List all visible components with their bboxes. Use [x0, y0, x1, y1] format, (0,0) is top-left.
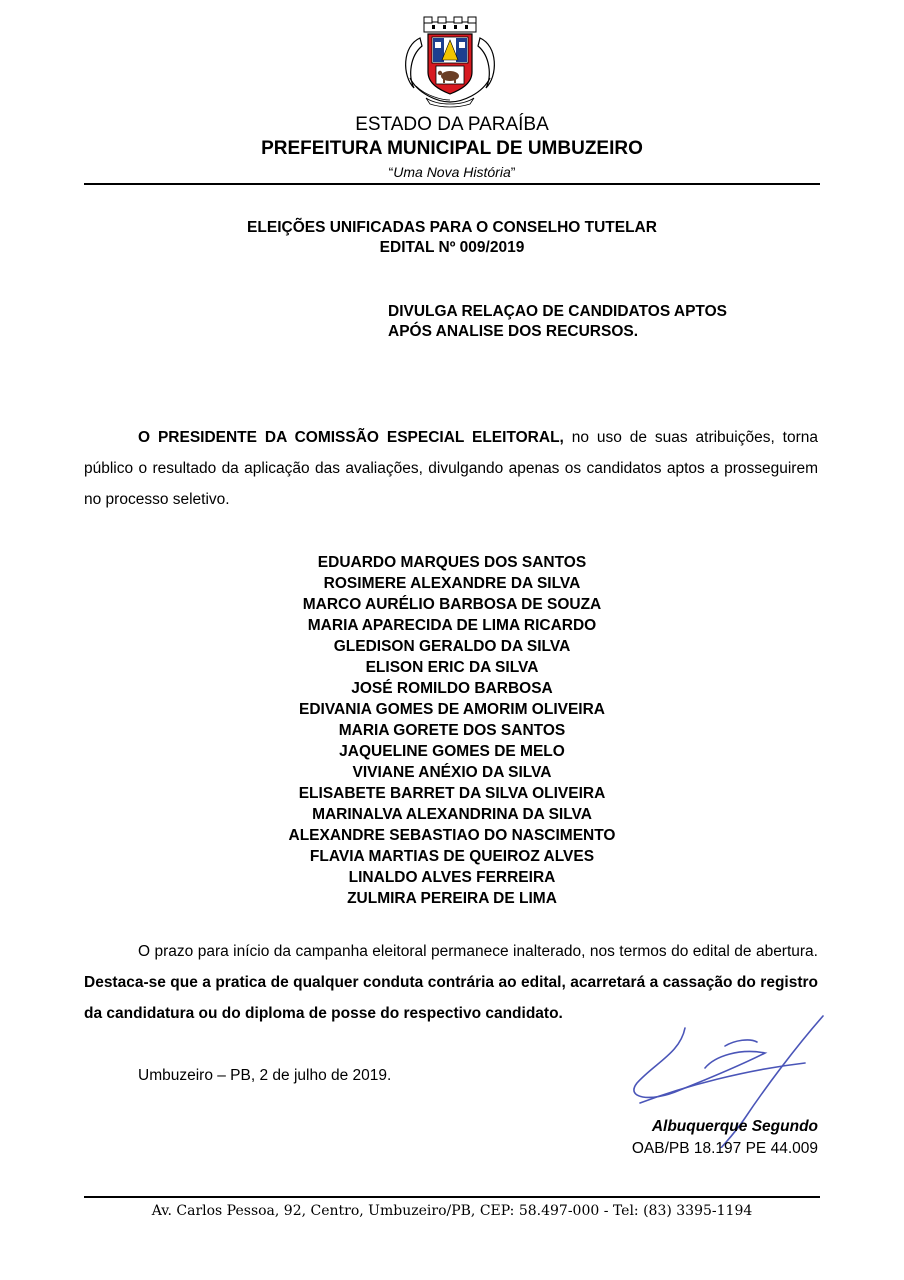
municipality-name: PREFEITURA MUNICIPAL DE UMBUZEIRO: [261, 138, 643, 159]
candidate-list: [0, 552, 904, 909]
motto: [0, 164, 904, 180]
document-title-line-1: ELEIÇÕES UNIFICADAS PARA O CONSELHO TUTELAR: [247, 219, 657, 236]
footer-divider: [84, 1196, 820, 1198]
header-divider: [84, 183, 820, 185]
candidate-name: MARIA GORETE DOS SANTOS: [338, 722, 566, 739]
candidate-name: EDUARDO MARQUES DOS SANTOS: [317, 554, 587, 571]
candidate-name: MARINALVA ALEXANDRINA DA SILVA: [312, 806, 592, 823]
candidate-name: ALEXANDRE SEBASTIAO DO NASCIMENTO: [288, 827, 616, 844]
closing-bold-warning: Destaca-se que a pratica de qualquer conduta contrária ao edital, acarretará a cassação do registro da candidatura ou do diploma de posse do respectivo candidato.: [84, 974, 818, 1022]
candidate-name: GLEDISON GERALDO DA SILVA: [333, 638, 571, 655]
motto-text: Uma Nova História: [393, 164, 511, 180]
edital-number: EDITAL Nº 009/2019: [379, 239, 525, 256]
summary-line-1: DIVULGA RELAÇAO DE CANDIDATOS APTOS: [388, 303, 728, 320]
candidate-name: VIVIANE ANÉXIO DA SILVA: [352, 764, 552, 781]
candidate-name: ZULMIRA PEREIRA DE LIMA: [347, 890, 557, 907]
state-name: ESTADO DA PARAÍBA: [355, 114, 549, 135]
intro-text: no uso de suas atribuições, torna público o resultado da aplicação das avaliações, divulgando apenas os candidatos aptos a prosseguirem no processo seletivo.: [84, 429, 818, 508]
candidate-name: MARIA APARECIDA DE LIMA RICARDO: [307, 617, 597, 634]
signer-name: Albuquerque Segundo: [651, 1118, 818, 1135]
candidate-name: JOSÉ ROMILDO BARBOSA: [351, 680, 553, 697]
intro-bold-lead: O PRESIDENTE DA COMISSÃO ESPECIAL ELEITORAL,: [138, 429, 564, 446]
municipal-coat-of-arms-icon: [398, 16, 502, 108]
place-and-date: Umbuzeiro – PB, 2 de julho de 2019.: [138, 1067, 392, 1084]
candidate-name: LINALDO ALVES FERREIRA: [348, 869, 556, 886]
candidate-name: EDIVANIA GOMES DE AMORIM OLIVEIRA: [299, 701, 605, 718]
candidate-name: ELISABETE BARRET DA SILVA OLIVEIRA: [298, 785, 606, 802]
edital-summary: [388, 302, 818, 342]
candidate-name: MARCO AURÉLIO BARBOSA DE SOUZA: [302, 596, 602, 613]
candidate-name: FLAVIA MARTIAS DE QUEIROZ ALVES: [309, 848, 595, 865]
footer-address: Av. Carlos Pessoa, 92, Centro, Umbuzeiro/PB, CEP: 58.497-000 - Tel: (83) 3395-1194: [151, 1203, 753, 1219]
motto-open-quote: “: [388, 164, 394, 180]
motto-close-quote: ”: [510, 164, 516, 180]
document-title: [0, 218, 904, 258]
closing-text: O prazo para início da campanha eleitoral permanece inalterado, nos termos do edital de abertura.: [138, 943, 818, 960]
signer-registration: OAB/PB 18.197 PE 44.009: [631, 1140, 818, 1157]
summary-line-2: APÓS ANALISE DOS RECURSOS.: [388, 323, 639, 340]
candidate-name: ROSIMERE ALEXANDRE DA SILVA: [323, 575, 581, 592]
candidate-name: ELISON ERIC DA SILVA: [365, 659, 539, 676]
candidate-name: JAQUELINE GOMES DE MELO: [339, 743, 565, 760]
intro-paragraph: [84, 422, 818, 515]
